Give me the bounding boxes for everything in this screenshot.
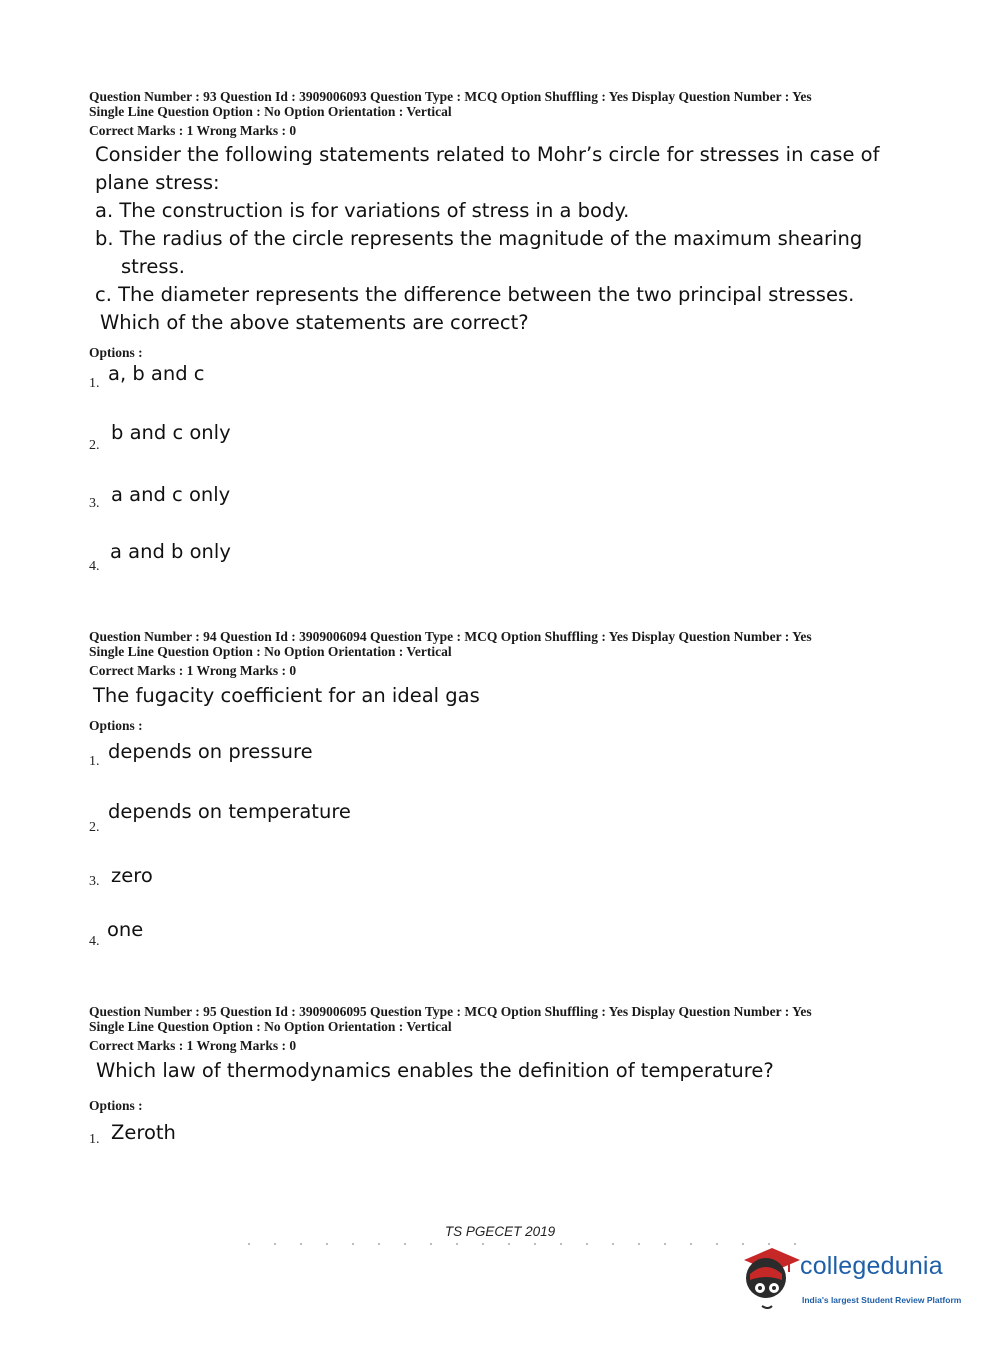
question-stem: The fugacity coefficient for an ideal gas — [93, 684, 480, 707]
option-text[interactable]: a and c only — [111, 483, 231, 506]
option-number: 3. — [89, 496, 100, 511]
question-meta: Question Number : 95 Question Id : 3909006095 Question Type : MCQ Option Shuffling : Yes Display Question Number : Yes Single Line Question Option : No Option Orientation : Vertical Correct Marks : 1 Wrong Marks : 0 — [89, 1004, 812, 1053]
footer-divider — [236, 1243, 816, 1245]
option-number: 1. — [89, 1132, 100, 1147]
options-label: Options : — [89, 345, 143, 360]
option-text[interactable]: a and b only — [110, 540, 231, 563]
option-number: 1. — [89, 376, 100, 391]
question-meta: Question Number : 94 Question Id : 3909006094 Question Type : MCQ Option Shuffling : Yes Display Question Number : Yes Single Line Question Option : No Option Orientation : Vertical Correct Marks : 1 Wrong Marks : 0 — [89, 629, 812, 678]
option-number: 3. — [89, 874, 100, 889]
option-number: 2. — [89, 438, 100, 453]
option-text[interactable]: b and c only — [111, 421, 231, 444]
question-stem: Consider the following statements related to Mohr’s circle for stresses in case of plane stress: a. The construction is for variations of stress in a body. b. The radius of the circle represents the magnitude of the maximum shearing stress. c. The diameter represents the difference between the two principal stresses. Which of the above statements are correct? — [95, 143, 880, 334]
options-label: Options : — [89, 718, 143, 733]
option-text[interactable]: depends on temperature — [108, 800, 351, 823]
option-text[interactable]: one — [107, 918, 144, 941]
question-meta: Question Number : 93 Question Id : 3909006093 Question Type : MCQ Option Shuffling : Yes Display Question Number : Yes Single Line Question Option : No Option Orientation : Vertical Correct Marks : 1 Wrong Marks : 0 — [89, 89, 812, 138]
mascot-icon — [738, 1244, 804, 1314]
option-text[interactable]: depends on pressure — [108, 740, 313, 763]
option-number: 2. — [89, 820, 100, 835]
question-stem: Which law of thermodynamics enables the definition of temperature? — [96, 1059, 774, 1082]
collegedunia-logo — [738, 1244, 978, 1314]
options-label: Options : — [89, 1098, 143, 1113]
option-text[interactable]: Zeroth — [111, 1121, 176, 1144]
option-number: 4. — [89, 559, 100, 574]
option-text[interactable]: a, b and c — [108, 362, 205, 385]
option-number: 4. — [89, 934, 100, 949]
logo-wordmark: collegedunia — [800, 1252, 943, 1280]
footer-exam-name: TS PGECET 2019 — [444, 1224, 556, 1239]
option-number: 1. — [89, 754, 100, 769]
option-text[interactable]: zero — [111, 864, 153, 887]
logo-tagline: India's largest Student Review Platform — [802, 1295, 962, 1305]
